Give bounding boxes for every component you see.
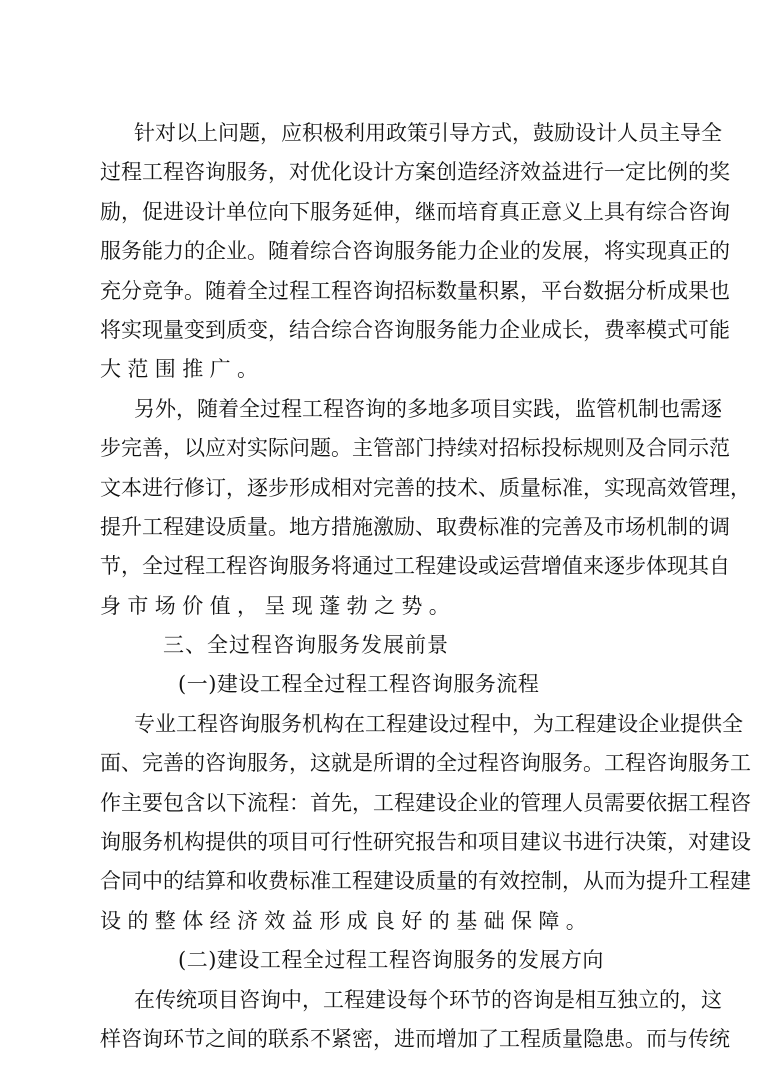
subsection-heading — [100, 941, 678, 980]
text-line: 大范围推广。 — [100, 357, 265, 382]
text-line: 将实现量变到质变，结合综合咨询服务能力企业成长，费率模式可能 — [100, 317, 730, 342]
text-line: 专业工程咨询服务机构在工程建设过程中，为工程建设企业提供全 — [134, 711, 743, 736]
text-line: 针对以上问题，应积极利用政策引导方式，鼓励设计人员主导全 — [134, 121, 722, 145]
text-line: 步完善，以应对实际问题。主管部门持续对招标投标规则及合同示范 — [100, 436, 730, 461]
paragraph — [100, 705, 751, 941]
paragraph — [100, 114, 730, 390]
text-line: 在传统项目咨询中，工程建设每个环节的咨询是相互独立的，这 — [134, 987, 722, 1012]
text-line: 过程工程咨询服务，对优化设计方案创造经济效益进行一定比例的奖 — [100, 160, 730, 185]
subsection-heading — [100, 665, 678, 704]
text-line: 询服务机构提供的项目可行性研究报告和项目建议书进行决策，对建设 — [100, 830, 751, 855]
text-line: 作主要包含以下流程：首先，工程建设企业的管理人员需要依据工程咨 — [100, 790, 751, 815]
text-line: 节，全过程工程咨询服务将通过工程建设或运营增值来逐步体现其自 — [100, 554, 730, 579]
text-line: 服务能力的企业。随着综合咨询服务能力企业的发展，将实现真正的 — [100, 239, 730, 264]
text-line: 三、全过程咨询服务发展前景 — [163, 633, 449, 658]
text-line: 另外，随着全过程工程咨询的多地多项目实践，监管机制也需逐 — [134, 396, 722, 421]
text-line: (一)建设工程全过程工程咨询服务流程 — [178, 672, 540, 697]
text-line: 文本进行修订，逐步形成相对完善的技术、质量标准，实现高效管理， — [100, 475, 751, 500]
text-line: 面、完善的咨询服务，这就是所谓的全过程咨询服务。工程咨询服务工 — [100, 751, 751, 776]
text-line: 设的整体经济效益形成良好的基础保障。 — [100, 908, 594, 933]
paragraph — [100, 390, 751, 626]
text-line: 合同中的结算和收费标准工程建设质量的有效控制，从而为提升工程建 — [100, 869, 751, 894]
paragraph — [100, 981, 730, 1060]
text-line: 提升工程建设质量。地方措施激励、取费标准的完善及市场机制的调 — [100, 514, 730, 539]
section-heading — [100, 626, 678, 665]
text-line: 充分竞争。随着全过程工程咨询招标数量积累，平台数据分析成果也 — [100, 278, 730, 303]
text-line: 身市场价值，呈现蓬勃之势。 — [100, 593, 457, 618]
text-line: 励，促进设计单位向下服务延伸，继而培育真正意义上具有综合咨询 — [100, 199, 730, 224]
document-page — [100, 114, 751, 1059]
text-line: 样咨询环节之间的联系不紧密，进而增加了工程质量隐患。而与传统 — [100, 1026, 730, 1051]
text-line: (二)建设工程全过程工程咨询服务的发展方向 — [178, 948, 604, 973]
